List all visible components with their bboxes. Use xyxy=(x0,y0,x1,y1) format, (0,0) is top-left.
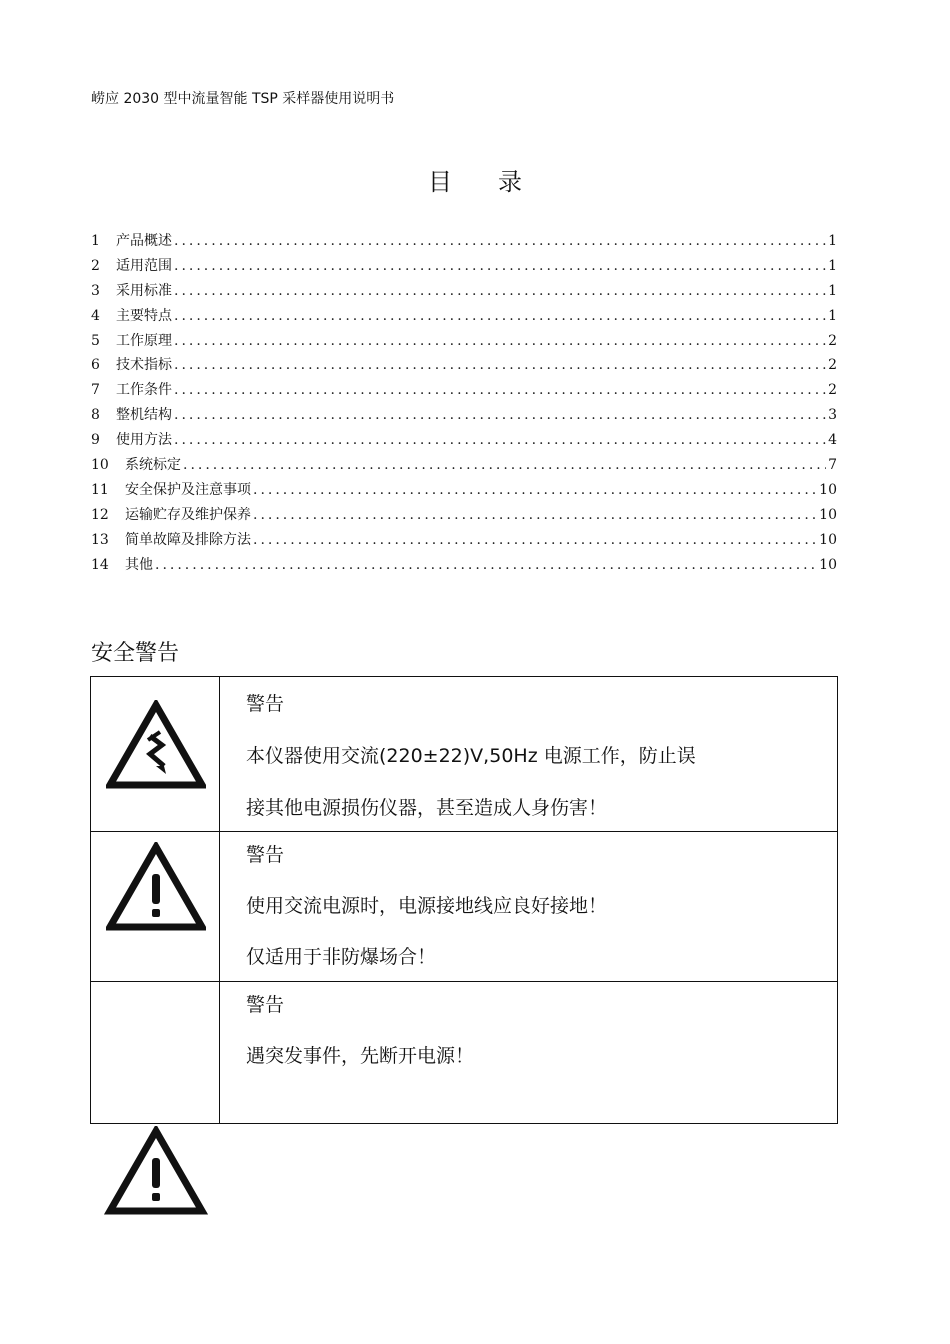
toc-item[interactable] xyxy=(91,329,837,354)
toc-item-number: 6 xyxy=(91,357,100,374)
safety-warning-table xyxy=(90,676,838,1124)
toc-item[interactable] xyxy=(91,304,837,329)
toc-item-page: 1 xyxy=(828,257,837,274)
toc-item-page: 10 xyxy=(819,481,837,498)
toc-item[interactable] xyxy=(91,478,837,503)
electric-shock-warning-icon xyxy=(106,700,206,790)
toc-item-number: 13 xyxy=(91,531,109,548)
toc-item[interactable] xyxy=(91,353,837,378)
table-of-contents xyxy=(91,229,837,577)
toc-leader-dots xyxy=(253,478,817,503)
toc-item-number: 3 xyxy=(91,282,100,299)
toc-item-label: 工作原理 xyxy=(116,332,172,349)
toc-item-number: 4 xyxy=(91,307,100,324)
toc-item-page: 4 xyxy=(828,432,837,449)
toc-item-page: 10 xyxy=(819,506,837,523)
warning-heading: 警告 xyxy=(246,844,285,866)
toc-item-page: 2 xyxy=(828,332,837,349)
toc-item[interactable] xyxy=(91,503,837,528)
toc-item[interactable] xyxy=(91,428,837,453)
safety-warning-title: 安全警告 xyxy=(91,641,180,666)
toc-leader-dots xyxy=(155,553,817,578)
toc-item-page: 7 xyxy=(828,457,837,474)
toc-item-label: 系统标定 xyxy=(125,457,181,474)
toc-item-label: 使用方法 xyxy=(116,432,172,449)
toc-leader-dots xyxy=(174,229,826,254)
toc-title: 目录 xyxy=(428,168,568,196)
warning-line: 本仪器使用交流(220±22)V,50Hz 电源工作，防止误 xyxy=(246,745,696,767)
warning-line: 遇突发事件，先断开电源！ xyxy=(246,1045,475,1067)
toc-item-page: 1 xyxy=(828,233,837,249)
toc-leader-dots xyxy=(174,353,826,378)
toc-leader-dots xyxy=(174,254,826,279)
toc-item-label: 适用范围 xyxy=(116,257,172,274)
toc-leader-dots xyxy=(253,528,817,553)
warning-icon-cell xyxy=(91,832,220,982)
warning-heading: 警告 xyxy=(246,693,285,715)
toc-item-number: 9 xyxy=(91,432,100,449)
warning-text-cell xyxy=(220,677,838,832)
warning-row-3 xyxy=(91,982,838,1124)
toc-item-number: 7 xyxy=(91,382,100,399)
warning-text-cell xyxy=(220,832,838,982)
toc-item-page: 3 xyxy=(828,407,837,424)
toc-item-page: 10 xyxy=(819,556,837,573)
toc-item[interactable] xyxy=(91,378,837,403)
toc-item-page: 2 xyxy=(828,357,837,374)
toc-item[interactable] xyxy=(91,403,837,428)
exclamation-warning-icon xyxy=(106,842,206,932)
toc-item-number: 12 xyxy=(91,506,109,523)
toc-item[interactable] xyxy=(91,453,837,478)
toc-item-label: 工作条件 xyxy=(116,382,172,399)
toc-leader-dots xyxy=(174,403,826,428)
toc-leader-dots xyxy=(174,304,826,329)
toc-item-number: 5 xyxy=(91,332,100,349)
toc-item-label: 技术指标 xyxy=(116,357,172,374)
document-header: 崂应 2030 型中流量智能 TSP 采样器使用说明书 xyxy=(91,91,395,107)
warning-row-2 xyxy=(91,832,838,982)
toc-item-label: 产品概述 xyxy=(116,233,172,249)
toc-item-number: 11 xyxy=(91,481,109,498)
warning-icon-cell xyxy=(91,982,220,1124)
warning-heading: 警告 xyxy=(246,994,285,1016)
warning-line: 使用交流电源时，电源接地线应良好接地！ xyxy=(246,895,608,917)
toc-item-page: 2 xyxy=(828,382,837,399)
exclamation-warning-icon xyxy=(104,1126,208,1216)
toc-item-number: 2 xyxy=(91,257,100,274)
toc-leader-dots xyxy=(253,503,817,528)
toc-leader-dots xyxy=(183,453,826,478)
toc-item-label: 主要特点 xyxy=(116,307,172,324)
toc-item[interactable] xyxy=(91,229,837,254)
warning-line: 接其他电源损伤仪器，甚至造成人身伤害！ xyxy=(246,797,608,819)
warning-line: 仅适用于非防爆场合！ xyxy=(246,946,437,968)
toc-item-label: 运输贮存及维护保养 xyxy=(125,506,251,523)
toc-item[interactable] xyxy=(91,254,837,279)
toc-item-number: 14 xyxy=(91,556,109,573)
toc-item[interactable] xyxy=(91,528,837,553)
toc-item-page: 1 xyxy=(828,282,837,299)
toc-item-label: 其他 xyxy=(125,556,153,573)
toc-item-page: 10 xyxy=(819,531,837,548)
toc-item[interactable] xyxy=(91,553,837,578)
toc-item-number: 10 xyxy=(91,457,109,474)
toc-leader-dots xyxy=(174,378,826,403)
toc-item-label: 简单故障及排除方法 xyxy=(125,531,251,548)
toc-leader-dots xyxy=(174,279,826,304)
toc-item-label: 整机结构 xyxy=(116,407,172,424)
warning-text-cell xyxy=(220,982,838,1124)
toc-item-label: 安全保护及注意事项 xyxy=(125,481,251,498)
warning-icon-cell xyxy=(91,677,220,832)
toc-item-label: 采用标准 xyxy=(116,282,172,299)
toc-item-number: 1 xyxy=(91,233,100,249)
toc-item[interactable] xyxy=(91,279,837,304)
warning-row-1 xyxy=(91,677,838,832)
toc-leader-dots xyxy=(174,329,826,354)
toc-item-number: 8 xyxy=(91,407,100,424)
toc-leader-dots xyxy=(174,428,826,453)
toc-item-page: 1 xyxy=(828,307,837,324)
